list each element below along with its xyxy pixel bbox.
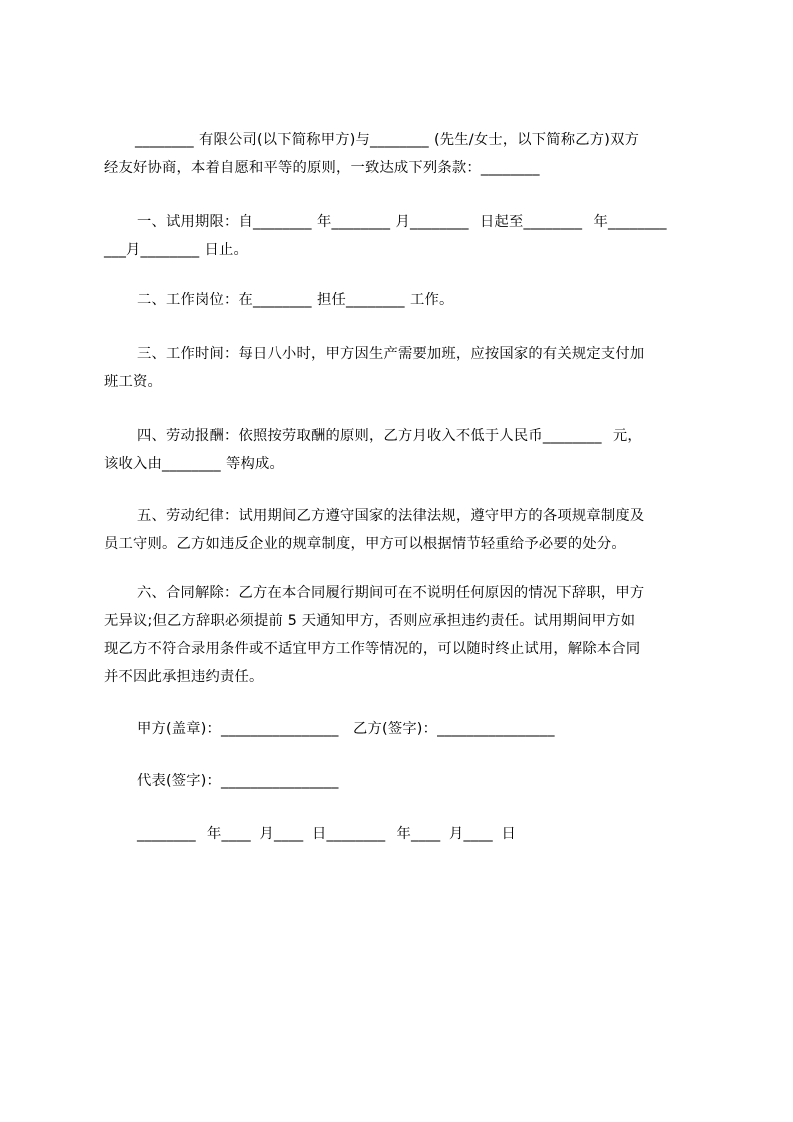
blank-end-day[interactable]: ________ <box>140 242 200 258</box>
blank-terms[interactable]: ________ <box>480 160 540 176</box>
blank-salary-composition[interactable]: ________ <box>162 456 221 472</box>
blank-department[interactable]: ________ <box>252 292 312 308</box>
clause-3-line-1: 三、工作时间：每日八小时，甲方因生产需要加班，应按国家的有关规定支付加 <box>137 346 645 362</box>
blank-end-year[interactable]: ________ <box>523 214 583 230</box>
blank-start-day[interactable]: ________ <box>409 214 469 230</box>
blank-start-month[interactable]: ________ <box>331 214 391 230</box>
blank-party-b-day[interactable]: ____ <box>463 826 493 842</box>
blank-party-a-seal[interactable]: ________________ <box>221 721 339 737</box>
clause-5-line-1: 五、劳动纪律：试用期间乙方遵守国家的法律法规，遵守甲方的各项规章制度及 <box>137 508 645 524</box>
clause-6-line-2: 无异议;但乙方辞职必须提前 5 天通知甲方，否则应承担违约责任。试用期间甲方如 <box>104 613 636 629</box>
clause-1-line-1: 一、试用期限：自________ 年________ 月________ 日起至________ 年________ <box>137 212 672 232</box>
blank-representative-signature[interactable]: ________________ <box>221 773 339 789</box>
signature-parties: 甲方(盖章)：________________ 乙方(签字)：________________ <box>137 719 569 739</box>
clause-3-line-2: 班工资。 <box>104 374 162 390</box>
clause-5-line-2: 员工守则。乙方如违反企业的规章制度，甲方可以根据情节轻重给予必要的处分。 <box>104 536 626 552</box>
blank-company-name[interactable]: ________ <box>135 132 194 148</box>
blank-salary[interactable]: ________ <box>542 428 602 444</box>
clause-4-line-2: 该收入由________ 等构成。 <box>104 456 284 472</box>
intro-line-2: 经友好协商，本着自愿和平等的原则，一致达成下列条款：________ <box>104 158 545 178</box>
blank-end-month[interactable]: ___ <box>104 242 127 258</box>
blank-party-a-month[interactable]: ____ <box>221 826 251 842</box>
blank-party-b-month[interactable]: ____ <box>411 826 441 842</box>
clause-1-line-2: ___月________ 日止。 <box>104 242 248 258</box>
clause-6-line-4: 并不因此承担违约责任。 <box>104 669 264 685</box>
intro-line-1: ________ 有限公司(以下简称甲方)与________ (先生/女士，以下简称乙方)双方 <box>135 132 640 148</box>
blank-end-month-part[interactable]: ________ <box>607 214 667 230</box>
clause-6-line-3: 现乙方不符合录用条件或不适宜甲方工作等情况的，可以随时终止试用，解除本合同 <box>104 641 641 657</box>
signature-dates: ________ 年____ 月____ 日________ 年____ 月____ 日 <box>137 826 516 842</box>
blank-party-b-year[interactable]: ________ <box>326 826 386 842</box>
clause-2: 二、工作岗位：在________ 担任________ 工作。 <box>137 292 454 308</box>
signature-representative: 代表(签字)：________________ <box>137 771 353 791</box>
blank-party-a-year[interactable]: ________ <box>137 826 196 842</box>
blank-party-b-name[interactable]: ________ <box>370 132 429 148</box>
clause-6-line-1: 六、合同解除：乙方在本合同履行期间可在不说明任何原因的情况下辞职，甲方 <box>137 585 645 601</box>
blank-start-year[interactable]: ________ <box>252 214 312 230</box>
blank-party-a-day[interactable]: ____ <box>274 826 304 842</box>
clause-4-line-1: 四、劳动报酬：依照按劳取酬的原则，乙方月收入不低于人民币________ 元， <box>137 428 642 444</box>
blank-party-b-signature[interactable]: ________________ <box>437 721 555 737</box>
blank-position[interactable]: ________ <box>345 292 405 308</box>
